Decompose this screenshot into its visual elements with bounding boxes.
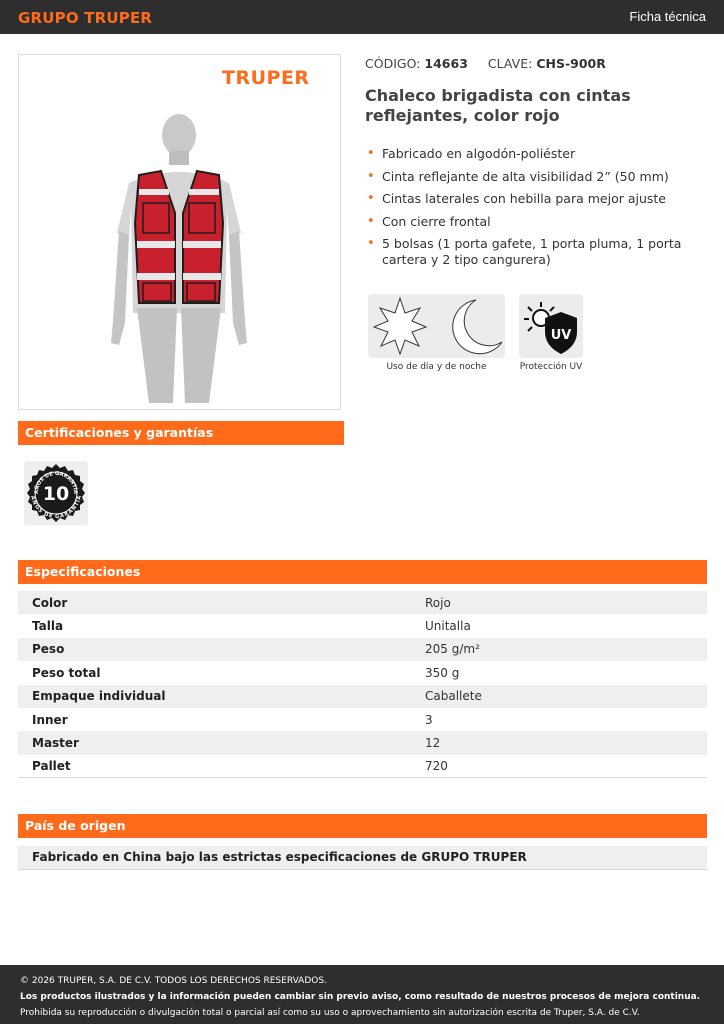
product-photo [18, 54, 341, 410]
feature-item: • Con cierre frontal [365, 214, 695, 230]
spec-value: 205 g/m² [425, 638, 707, 661]
product-title: Chaleco brigadista con cintas reflejantes, color rojo [365, 86, 631, 125]
spec-value: Unitalla [425, 619, 471, 634]
spec-key: Peso [18, 638, 425, 661]
spec-key: Inner [32, 712, 68, 727]
top-bar [0, 0, 724, 34]
spec-value: Rojo [425, 591, 707, 614]
table-row [18, 638, 707, 661]
spec-key: Master [18, 731, 425, 754]
spec-value: 3 [425, 712, 433, 727]
copyright-text: © 2026 TRUPER, S.A. DE C.V. TODOS LOS DERECHOS RESERVADOS. [20, 976, 327, 986]
clave-value: CHS-900R [536, 56, 606, 71]
feature-item: • Cinta reflejante de alta visibilidad 2” (50 mm) [365, 169, 695, 185]
spec-key: Peso total [32, 665, 101, 680]
spec-key: Talla [32, 619, 64, 634]
table-row [18, 614, 707, 637]
codigo-label: CÓDIGO: [365, 56, 421, 71]
divider [18, 777, 707, 778]
origin-header: País de origen [18, 814, 707, 838]
footer [0, 965, 724, 1024]
spec-value: 350 g [425, 665, 460, 680]
svg-text:UV: UV [550, 328, 572, 343]
spec-value: 12 [425, 731, 707, 754]
warranty-text-bottom: AÑOS DE GARANTÍA [29, 495, 83, 521]
uv-shield-label: Protección UV [519, 362, 583, 372]
warranty-years: 10 [42, 483, 70, 505]
feature-item: • Cintas laterales con hebilla para mejor ajuste [365, 191, 695, 207]
spec-key: Empaque individual [18, 685, 425, 708]
warranty-text-top: AÑOS DE GARANTÍA [33, 470, 79, 495]
disclaimer-text: Los productos ilustrados y la información pueden cambiar sin previo aviso, como resultado de nuestros procesos de mejora continua. [20, 992, 701, 1002]
table-row [18, 755, 707, 778]
section-title: Ficha técnica [629, 9, 706, 24]
table-row [18, 685, 707, 708]
vest-mannequin-image [89, 113, 269, 403]
photo-brand-logo: TRUPER [222, 67, 310, 89]
table-row [18, 661, 707, 684]
spec-key: Pallet [32, 759, 71, 774]
legal-text: Prohibida su reproducción o divulgación total o parcial así como su uso o aprovechamiento sin autorización escrita de Truper, S.A. de C.V. [20, 1008, 640, 1018]
spec-key: Color [18, 591, 425, 614]
sun-moon-label: Uso de día y de noche [386, 362, 487, 372]
certifications-header: Certificaciones y garantías [18, 421, 344, 445]
codigo-value: 14663 [424, 56, 468, 71]
spec-value: 720 [425, 759, 448, 774]
specs-table [18, 591, 707, 778]
specs-header: Especificaciones [18, 560, 707, 584]
feature-list [365, 146, 695, 275]
brand-logo: GRUPO TRUPER [18, 9, 153, 27]
uv-shield-icon [519, 294, 583, 358]
table-row [18, 708, 707, 731]
clave-label: CLAVE: [487, 56, 533, 71]
spec-value: Caballete [425, 685, 707, 708]
product-codes [365, 56, 606, 71]
table-row [18, 731, 707, 754]
feature-item: • 5 bolsas (1 porta gafete, 1 porta pluma, 1 porta cartera y 2 tipo cangurera) [365, 236, 695, 268]
table-row [18, 591, 707, 614]
origin-text: Fabricado en China bajo las estrictas especificaciones de GRUPO TRUPER [18, 846, 707, 870]
sun-moon-icon [368, 294, 505, 358]
warranty-badge [24, 461, 88, 525]
feature-item: • Fabricado en algodón-poliéster [365, 146, 695, 162]
